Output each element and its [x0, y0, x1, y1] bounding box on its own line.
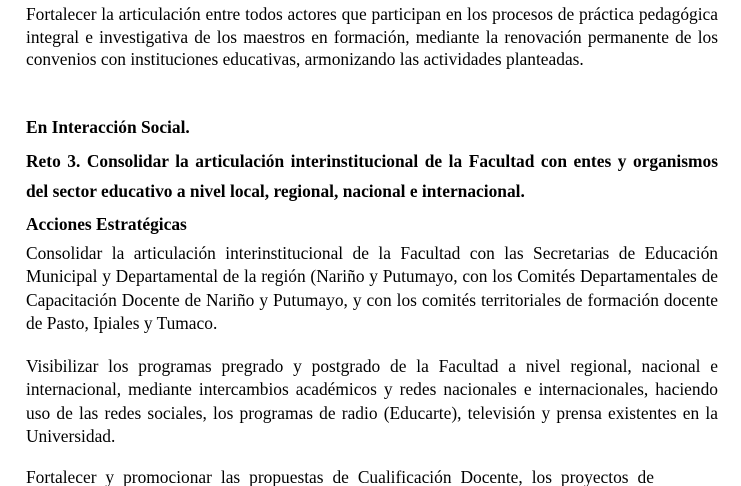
paragraph-fortalecer-partial: Fortalecer y promocionar las propuestas de Cualificación Docente, los proyectos de: [26, 467, 654, 486]
paragraph-visibilizar: Visibilizar los programas pregrado y postgrado de la Facultad a nivel regional, nacional e internacional, mediante intercambios académicos y redes nacionales e internacionales, haciendo uso de las redes sociales, los programas de radio (Educarte), televisión y prensa existentes en la Universidad.: [26, 356, 718, 447]
heading-interaccion-social: En Interacción Social.: [26, 117, 190, 137]
paragraph-consolidar: Consolidar la articulación interinstitucional de la Facultad con las Secretarias de Educación Municipal y Departamental de la región (Nariño y Putumayo, con los Comités Departamentales de Capacitación Docente de Nariño y Putumayo, y con los comités territoriales de formación docente de Pasto, Ipiales y Tumaco.: [26, 243, 718, 334]
paragraph-intro: Fortalecer la articulación entre todos actores que participan en los procesos de práctica pedagógica integral e investigativa de los maestros en formación, mediante la renovación permanente de los convenios con instituciones educativas, armonizando las actividades planteadas.: [26, 4, 718, 70]
heading-reto-3: Reto 3. Consolidar la articulación interinstitucional de la Facultad con entes y organismos del sector educativo a nivel local, regional, nacional e internacional.: [26, 151, 718, 201]
heading-acciones-estrategicas: Acciones Estratégicas: [26, 214, 187, 234]
